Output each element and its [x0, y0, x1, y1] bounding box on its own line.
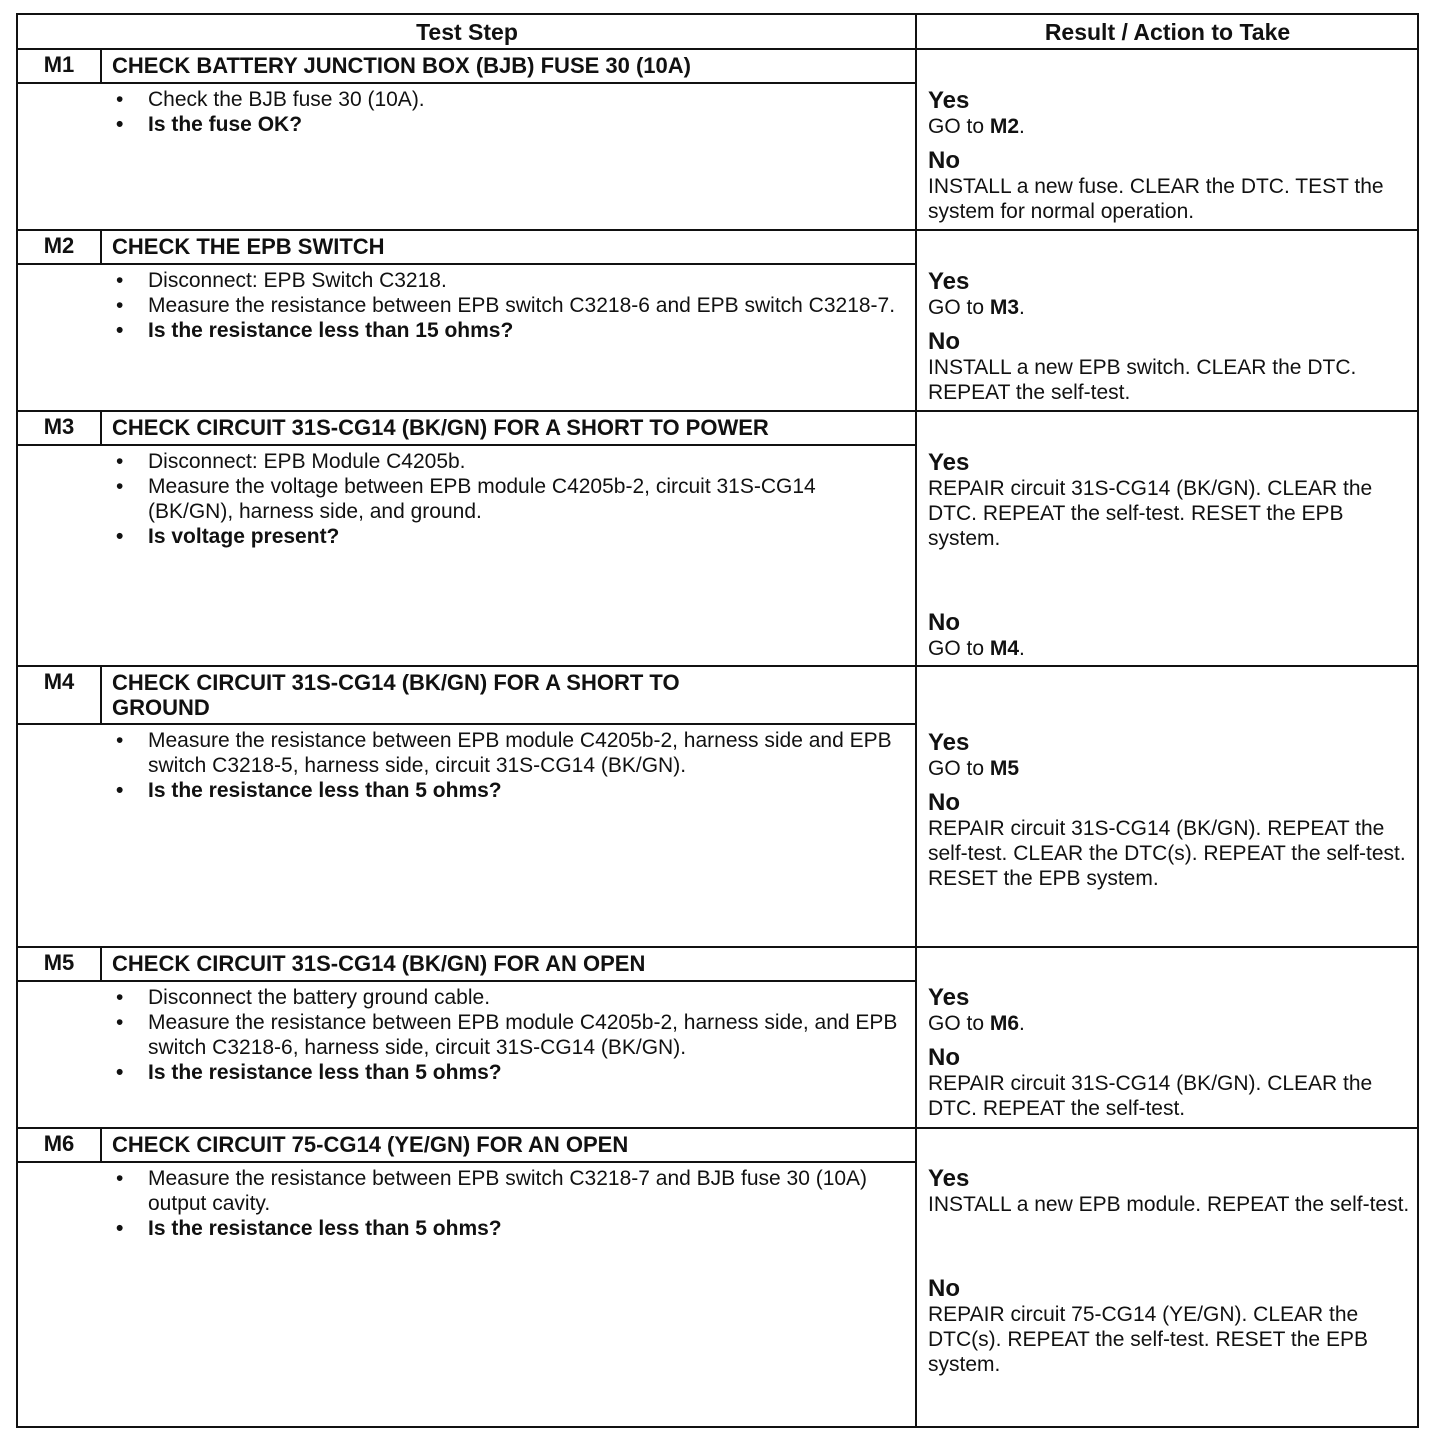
bullet-glyph: •: [116, 113, 124, 136]
bullet-glyph: •: [116, 269, 124, 292]
result-yes-label: Yes: [928, 449, 970, 476]
action-prefix: GO to: [928, 296, 990, 319]
question-text: Is the resistance less than 15 ohms?: [148, 319, 514, 342]
result-yes: [928, 87, 1416, 139]
row-divider: [18, 229, 1417, 231]
action-text: REPAIR circuit 31S-CG14 (BK/GN). REPEAT the self-test. CLEAR the DTC(s). REPEAT the self-test. RESET the EPB system.: [928, 817, 1406, 890]
instruction-text: Measure the resistance between EPB switch C3218-7 and BJB fuse 30 (10A) output cavity.: [148, 1167, 868, 1215]
column-divider: [915, 15, 917, 1426]
title-divider: [18, 723, 916, 725]
step-title: CHECK BATTERY JUNCTION BOX (BJB) FUSE 30 (10A): [112, 53, 691, 78]
result-yes-action: [928, 295, 1416, 320]
step-id-divider: [100, 947, 102, 981]
result-no: [928, 609, 1416, 661]
step-instructions: [112, 985, 902, 1085]
result-no-label: No: [928, 609, 960, 636]
instruction-item: [112, 293, 902, 318]
result-yes-label: Yes: [928, 984, 970, 1011]
action-step-ref: M6: [989, 1012, 1020, 1035]
result-no: [928, 328, 1416, 405]
result-no: [928, 1275, 1416, 1377]
instruction-item: [112, 985, 902, 1010]
instruction-text: Disconnect the battery ground cable.: [148, 986, 491, 1009]
result-no-label: No: [928, 147, 960, 174]
instruction-text: Measure the resistance between EPB switch C3218-6 and EPB switch C3218-7.: [148, 294, 896, 317]
action-prefix: GO to: [928, 757, 990, 780]
result-yes-label: Yes: [928, 1165, 970, 1192]
result-yes-action: [928, 114, 1416, 139]
instruction-item: [112, 87, 902, 112]
step-id: M1: [43, 52, 75, 77]
action-prefix: GO to: [928, 115, 990, 138]
action-step-ref: M4: [989, 637, 1020, 660]
result-yes: [928, 449, 1416, 551]
result-no-label: No: [928, 1275, 960, 1302]
result-yes: [928, 729, 1416, 781]
instruction-question: [112, 112, 902, 137]
step-id-divider: [100, 49, 102, 83]
action-suffix: .: [1019, 115, 1025, 138]
instruction-text: Measure the resistance between EPB module C4205b-2, harness side and EPB switch C3218-5, harness side, circuit 31S-CG14 (BK/GN).: [148, 729, 892, 777]
step-id: M6: [43, 1131, 75, 1156]
step-instructions: [112, 728, 902, 803]
instruction-text: Measure the voltage between EPB module C4205b-2, circuit 31S-CG14 (BK/GN), harness side, and ground.: [148, 475, 816, 523]
action-step-ref: M2: [989, 115, 1020, 138]
action-suffix: .: [1019, 296, 1025, 319]
result-no-label: No: [928, 328, 960, 355]
row-divider: [18, 946, 1417, 948]
result-no-label: No: [928, 789, 960, 816]
bullet-glyph: •: [116, 986, 124, 1009]
bullet-glyph: •: [116, 450, 124, 473]
instruction-item: [112, 474, 902, 524]
instruction-text: Disconnect: EPB Switch C3218.: [148, 269, 447, 292]
bullet-glyph: •: [116, 475, 124, 498]
instruction-item: [112, 449, 902, 474]
result-no-action: [928, 636, 1416, 661]
instruction-text: Disconnect: EPB Module C4205b.: [148, 450, 466, 473]
title-divider: [18, 82, 916, 84]
result-yes-label: Yes: [928, 87, 970, 114]
step-id: M4: [43, 669, 75, 694]
row-divider: [18, 410, 1417, 412]
instruction-question: [112, 778, 902, 803]
title-divider: [18, 1161, 916, 1163]
bullet-glyph: •: [116, 1011, 124, 1034]
question-text: Is voltage present?: [148, 525, 340, 548]
result-no: [928, 1044, 1416, 1121]
action-step-ref: M3: [989, 296, 1020, 319]
title-divider: [18, 980, 916, 982]
result-yes: [928, 268, 1416, 320]
bullet-glyph: •: [116, 1167, 124, 1190]
result-yes-action: [928, 1011, 1416, 1036]
instruction-item: [112, 268, 902, 293]
question-text: Is the resistance less than 5 ohms?: [148, 1217, 502, 1240]
question-text: Is the resistance less than 5 ohms?: [148, 1061, 502, 1084]
bullet-glyph: •: [116, 525, 124, 548]
row-divider: [18, 665, 1417, 667]
step-instructions: [112, 1166, 902, 1241]
action-text: REPAIR circuit 31S-CG14 (BK/GN). CLEAR the DTC. REPEAT the self-test.: [928, 1072, 1373, 1120]
result-no-label: No: [928, 1044, 960, 1071]
instruction-item: [112, 728, 902, 778]
diagnostic-test-table: [16, 13, 1419, 1428]
bullet-glyph: •: [116, 1217, 124, 1240]
result-no: [928, 147, 1416, 224]
step-id-divider: [100, 1128, 102, 1162]
instruction-item: [112, 1010, 902, 1060]
instruction-question: [112, 1216, 902, 1241]
instruction-question: [112, 318, 902, 343]
result-no-action: [928, 174, 1416, 224]
result-no-action: [928, 355, 1416, 405]
instruction-text: Check the BJB fuse 30 (10A).: [148, 88, 425, 111]
action-prefix: GO to: [928, 1012, 990, 1035]
bullet-glyph: •: [116, 319, 124, 342]
question-text: Is the fuse OK?: [148, 113, 303, 136]
action-text: INSTALL a new fuse. CLEAR the DTC. TEST the system for normal operation.: [928, 175, 1384, 223]
result-yes-label: Yes: [928, 729, 970, 756]
action-suffix: .: [1019, 1012, 1025, 1035]
result-yes-action: [928, 476, 1416, 551]
step-id: M3: [43, 414, 75, 439]
result-no-action: [928, 1302, 1416, 1377]
row-divider: [18, 1127, 1417, 1129]
step-instructions: [112, 449, 902, 549]
action-text: REPAIR circuit 31S-CG14 (BK/GN). CLEAR the DTC. REPEAT the self-test. RESET the EPB system.: [928, 477, 1373, 550]
step-title: CHECK THE EPB SWITCH: [112, 234, 385, 259]
bullet-glyph: •: [116, 88, 124, 111]
instruction-item: [112, 1166, 902, 1216]
action-suffix: .: [1019, 637, 1025, 660]
action-step-ref: M5: [989, 757, 1020, 780]
step-id-divider: [100, 230, 102, 264]
result-yes-action: [928, 756, 1416, 781]
title-divider: [18, 444, 916, 446]
result-no-action: [928, 816, 1416, 891]
result-yes: [928, 984, 1416, 1036]
instruction-question: [112, 524, 902, 549]
step-id: M2: [43, 233, 75, 258]
action-text: INSTALL a new EPB module. REPEAT the self-test.: [928, 1193, 1410, 1216]
step-instructions: [112, 268, 902, 343]
step-id: M5: [43, 950, 75, 975]
result-no: [928, 789, 1416, 891]
result-yes-label: Yes: [928, 268, 970, 295]
result-no-action: [928, 1071, 1416, 1121]
step-title: CHECK CIRCUIT 31S-CG14 (BK/GN) FOR A SHORT TO GROUND: [112, 670, 680, 720]
result-yes: [928, 1165, 1416, 1217]
header-result-action: Result / Action to Take: [1044, 19, 1291, 45]
action-text: REPAIR circuit 75-CG14 (YE/GN). CLEAR the DTC(s). REPEAT the self-test. RESET the EPB system.: [928, 1303, 1368, 1376]
result-yes-action: [928, 1192, 1416, 1217]
title-divider: [18, 263, 916, 265]
action-text: INSTALL a new EPB switch. CLEAR the DTC. REPEAT the self-test.: [928, 356, 1357, 404]
bullet-glyph: •: [116, 1061, 124, 1084]
header-divider: [18, 48, 1417, 50]
bullet-glyph: •: [116, 294, 124, 317]
bullet-glyph: •: [116, 779, 124, 802]
step-id-divider: [100, 666, 102, 724]
step-instructions: [112, 87, 902, 137]
step-title: CHECK CIRCUIT 31S-CG14 (BK/GN) FOR A SHORT TO POWER: [112, 415, 769, 440]
action-prefix: GO to: [928, 637, 990, 660]
bullet-glyph: •: [116, 729, 124, 752]
step-title: CHECK CIRCUIT 31S-CG14 (BK/GN) FOR AN OPEN: [112, 951, 646, 976]
instruction-text: Measure the resistance between EPB module C4205b-2, harness side, and EPB switch C3218-6, harness side, circuit 31S-CG14 (BK/GN).: [148, 1011, 898, 1059]
header-test-step: Test Step: [416, 19, 518, 45]
instruction-question: [112, 1060, 902, 1085]
step-id-divider: [100, 411, 102, 445]
question-text: Is the resistance less than 5 ohms?: [148, 779, 502, 802]
step-title: CHECK CIRCUIT 75-CG14 (YE/GN) FOR AN OPEN: [112, 1132, 629, 1157]
